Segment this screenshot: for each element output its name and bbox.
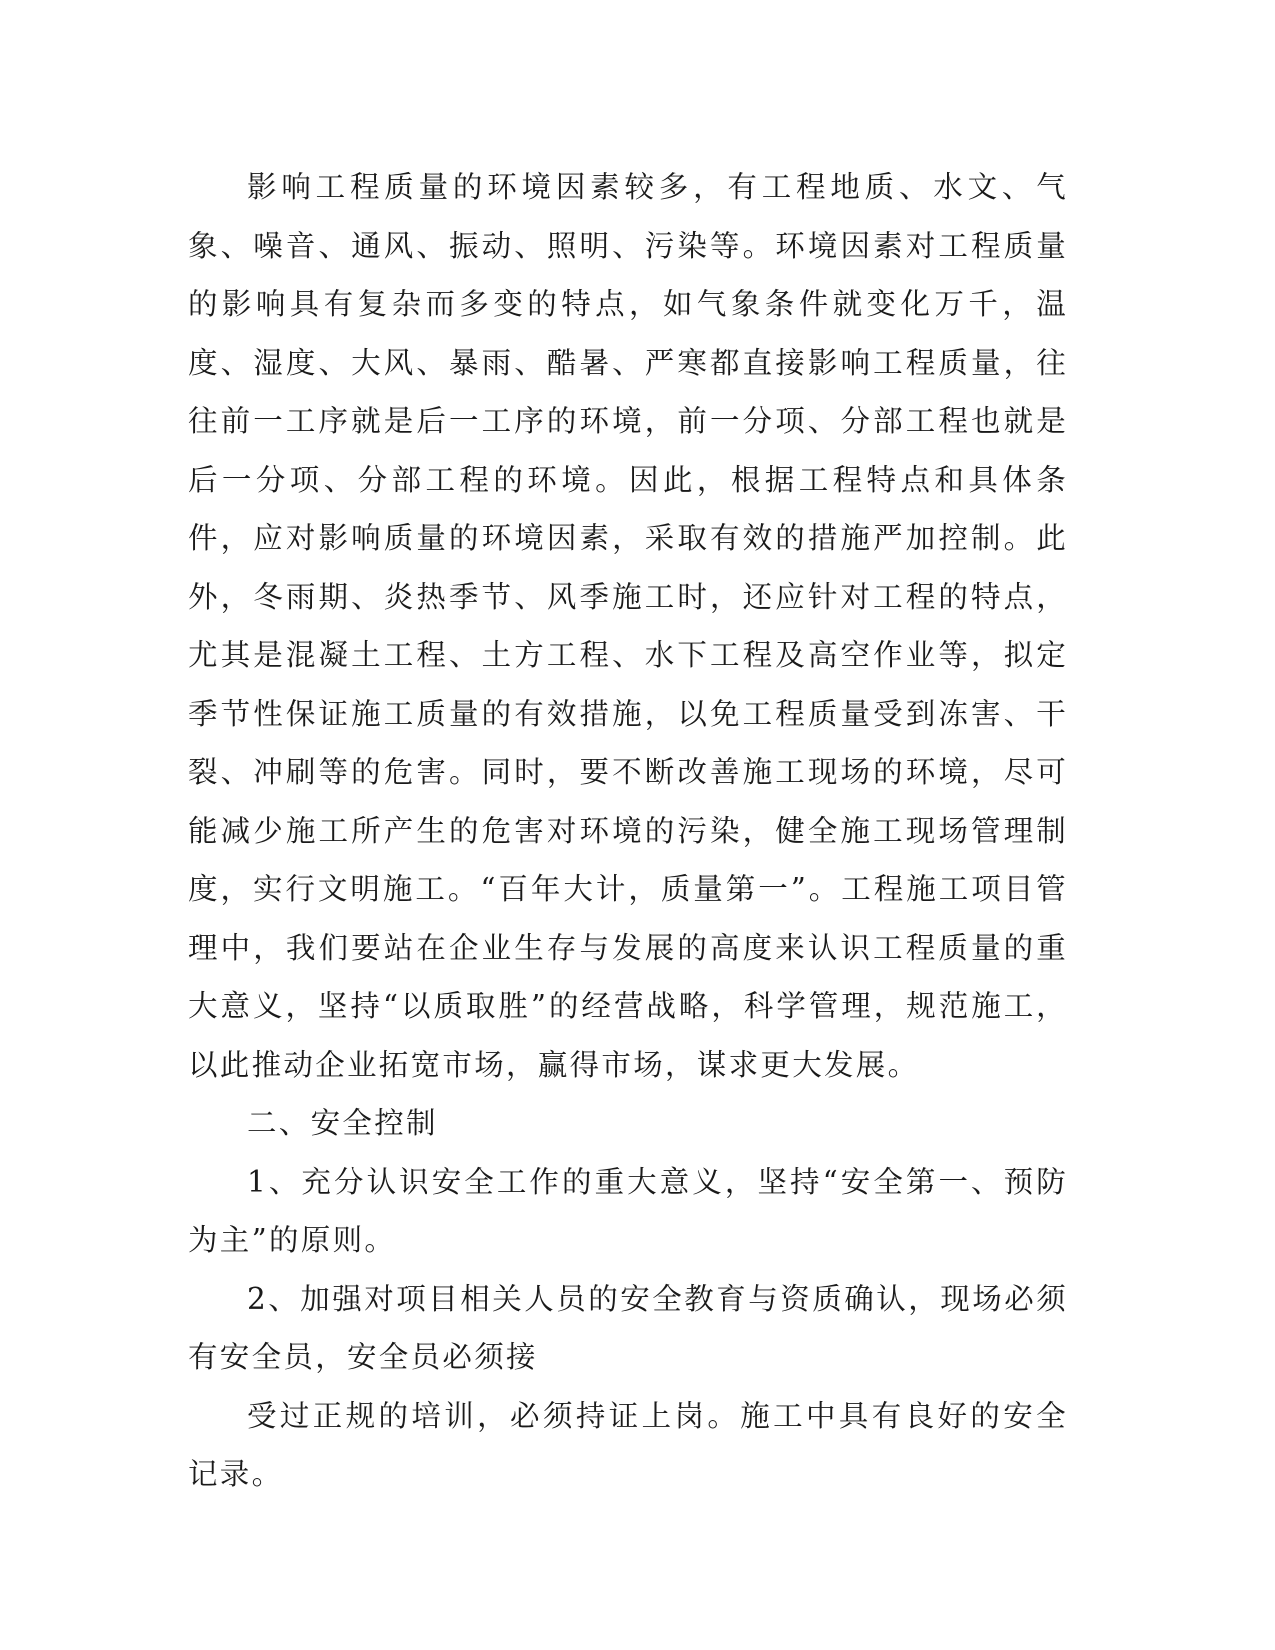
document-body xyxy=(188,158,1068,1504)
paragraph-environment-factors: 影响工程质量的环境因素较多，有工程地质、水文、气象、噪音、通风、振动、照明、污染等。环境因素对工程质量的影响具有复杂而多变的特点，如气象条件就变化万千，温度、湿度、大风、暴雨、酷暑、严寒都直接影响工程质量，往往前一工序就是后一工序的环境，前一分项、分部工程也就是后一分项、分部工程的环境。因此，根据工程特点和具体条件，应对影响质量的环境因素，采取有效的措施严加控制。此外，冬雨期、炎热季节、风季施工时，还应针对工程的特点，尤其是混凝土工程、土方工程、水下工程及高空作业等，拟定季节性保证施工质量的有效措施，以免工程质量受到冻害、干裂、冲刷等的危害。同时，要不断改善施工现场的环境，尽可能减少施工所产生的危害对环境的污染，健全施工现场管理制度，实行文明施工。“百年大计，质量第一”。工程施工项目管理中，我们要站在企业生存与发展的高度来认识工程质量的重大意义，坚持“以质取胜”的经营战略，科学管理，规范施工，以此推动企业拓宽市场，赢得市场，谋求更大发展。 xyxy=(188,170,1068,1082)
paragraph-safety-item-1: 1、充分认识安全工作的重大意义，坚持“安全第一、预防为主”的原则。 xyxy=(188,1164,1068,1257)
paragraph-safety-item-2: 2、加强对项目相关人员的安全教育与资质确认，现场必须有安全员，安全员必须接 xyxy=(188,1281,1068,1374)
paragraph-safety-item-2-continued: 受过正规的培训，必须持证上岗。施工中具有良好的安全记录。 xyxy=(188,1398,1068,1491)
section-heading-safety-control: 二、安全控制 xyxy=(247,1106,438,1140)
